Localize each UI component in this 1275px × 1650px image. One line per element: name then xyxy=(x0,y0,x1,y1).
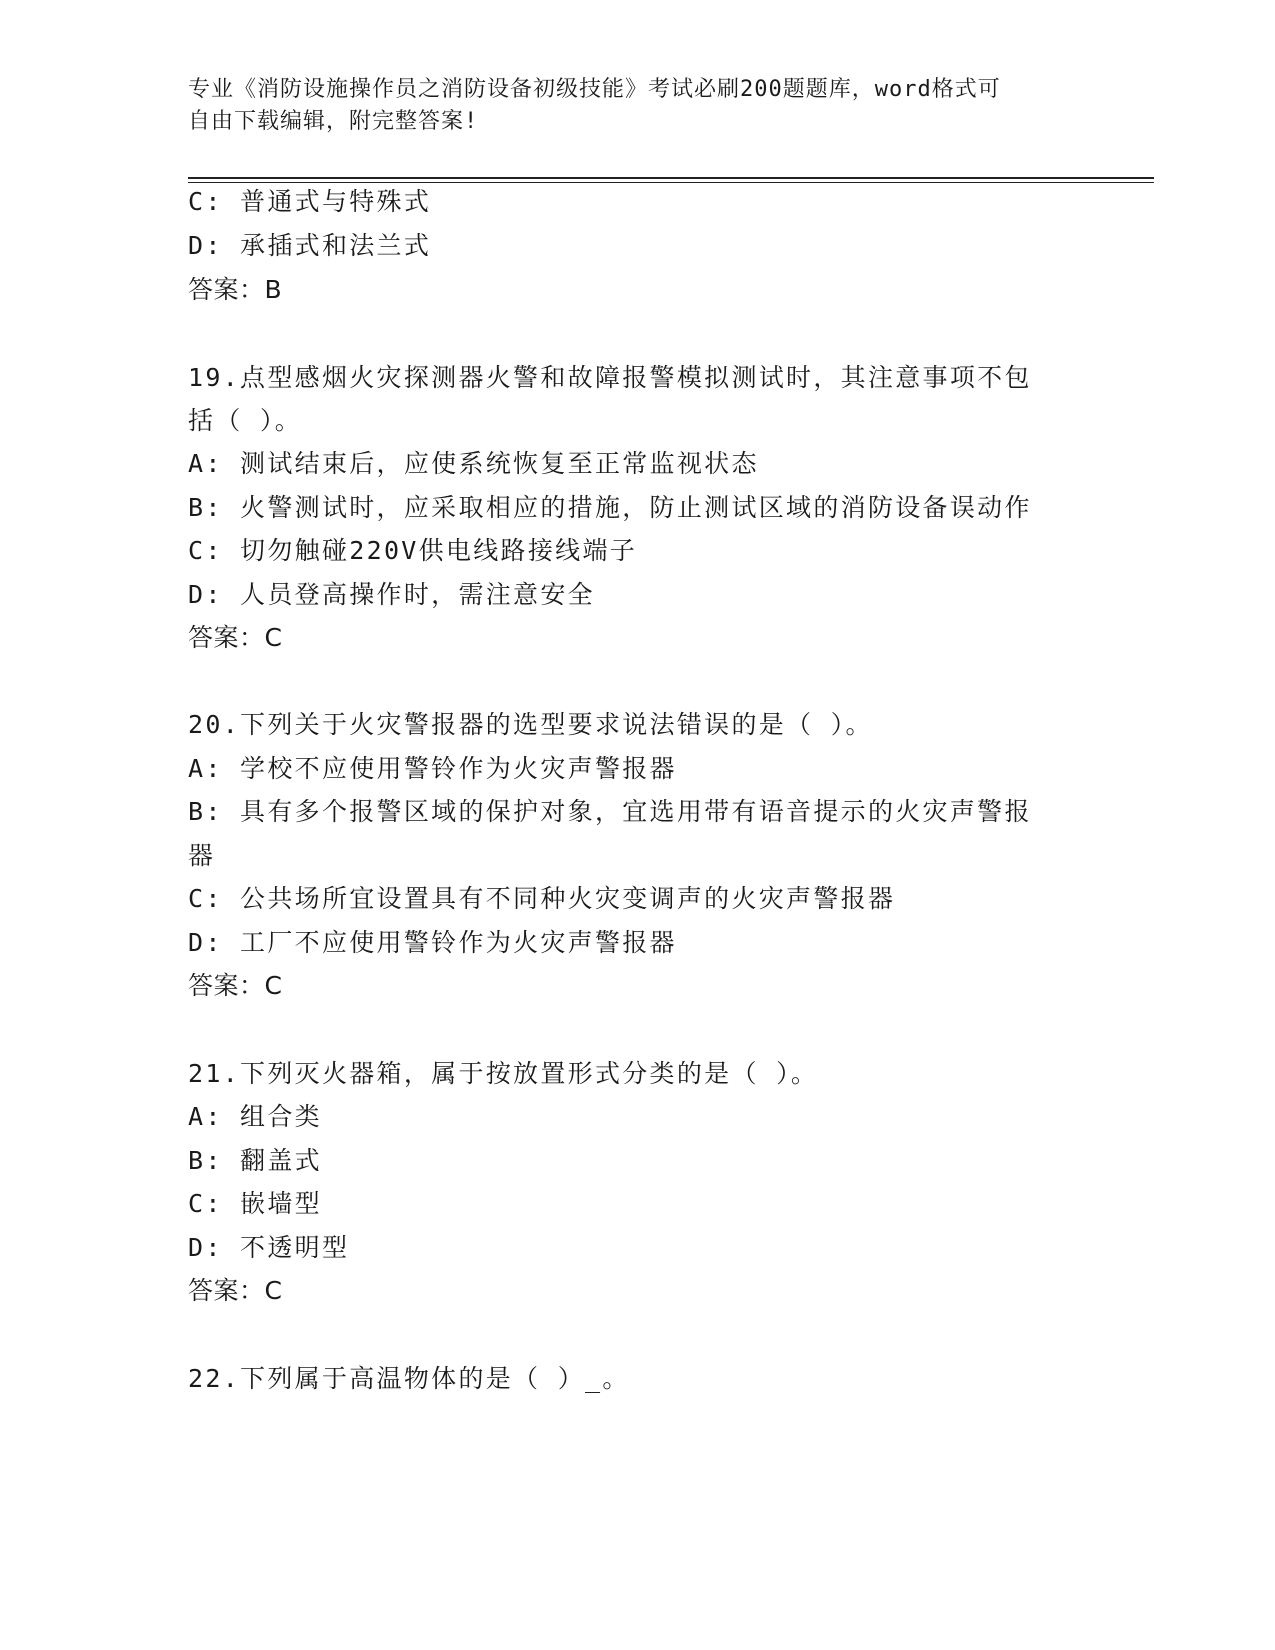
question-stem-continued: 括（ ）。 xyxy=(188,406,303,435)
header-divider-thin xyxy=(188,182,1154,183)
answer: 答案：C xyxy=(188,623,283,652)
header-divider-thick xyxy=(188,177,1154,179)
option-a: A: 学校不应使用警铃作为火灾声警报器 xyxy=(188,754,677,783)
header-line-2: 自由下载编辑，附完整答案! xyxy=(188,109,479,134)
option-a: A: 测试结束后，应使系统恢复至正常监视状态 xyxy=(188,449,759,478)
option-c: C: 公共场所宜设置具有不同种火灾变调声的火灾声警报器 xyxy=(188,884,896,913)
header-line-1: 专业《消防设施操作员之消防设备初级技能》考试必刷200题题库，word格式可 xyxy=(188,77,1001,102)
option-c: C: 普通式与特殊式 xyxy=(188,187,432,216)
option-a: A: 组合类 xyxy=(188,1102,322,1131)
option-b: B: 具有多个报警区域的保护对象，宜选用带有语音提示的火灾声警报 xyxy=(188,797,1032,826)
option-d: D: 不透明型 xyxy=(188,1233,350,1262)
question-stem: 22.下列属于高温物体的是（ ）_。 xyxy=(188,1364,630,1393)
option-b: B: 翻盖式 xyxy=(188,1146,322,1175)
option-c: C: 切勿触碰220V供电线路接线端子 xyxy=(188,536,638,565)
option-c: C: 嵌墙型 xyxy=(188,1189,322,1218)
document-header xyxy=(188,74,1088,138)
answer: 答案：C xyxy=(188,971,283,1000)
option-d: D: 人员登高操作时，需注意安全 xyxy=(188,580,595,609)
question-stem: 19.点型感烟火灾探测器火警和故障报警模拟测试时，其注意事项不包 xyxy=(188,363,1032,392)
answer: 答案：B xyxy=(188,275,283,304)
answer: 答案：C xyxy=(188,1276,283,1305)
option-d: D: 承插式和法兰式 xyxy=(188,231,432,260)
option-b: B: 火警测试时，应采取相应的措施，防止测试区域的消防设备误动作 xyxy=(188,493,1032,522)
question-stem: 21.下列灭火器箱，属于按放置形式分类的是（ ）。 xyxy=(188,1059,819,1088)
option-d: D: 工厂不应使用警铃作为火灾声警报器 xyxy=(188,928,677,957)
option-b-continued: 器 xyxy=(188,841,216,870)
question-stem: 20.下列关于火灾警报器的选型要求说法错误的是（ ）。 xyxy=(188,710,873,739)
